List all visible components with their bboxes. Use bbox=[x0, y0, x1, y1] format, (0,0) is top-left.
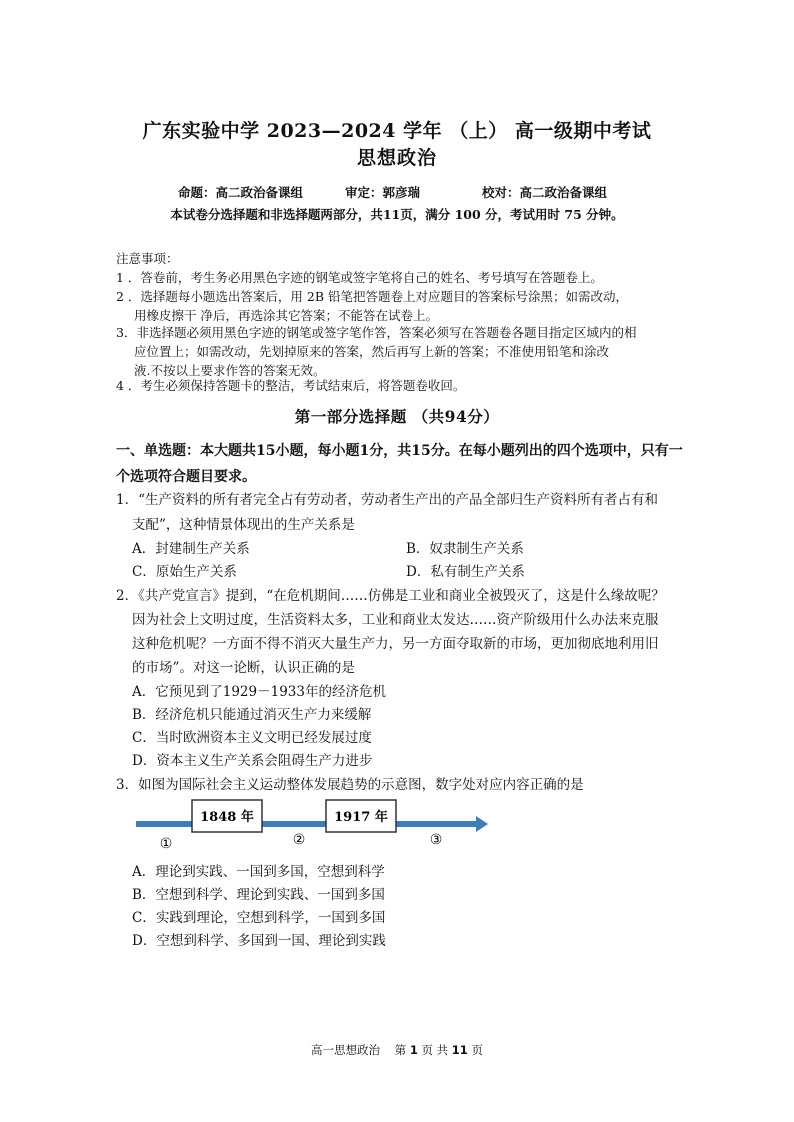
notes-heading: 注意事项： bbox=[116, 251, 179, 266]
section-instruction: 个选项符合题目要求。 bbox=[116, 469, 256, 485]
exam-subject: 思想政治 bbox=[356, 147, 437, 169]
note-line: 用橡皮擦干 净后，再选涂其它答案；不能答在试卷上。 bbox=[134, 308, 438, 323]
note-item bbox=[116, 268, 603, 287]
marker-3: ③ bbox=[429, 832, 443, 848]
question-2-option-d: D．资本主义生产关系会阻碍生产力进步 bbox=[132, 753, 373, 769]
note-item bbox=[116, 287, 628, 325]
question-3-option-b: B．空想到科学、理论到实践、一国到多国 bbox=[132, 887, 385, 903]
exam-intro: 本试卷分选择题和非选择题两部分，共11页，满分 100 分，考试用时 75 分钟。 bbox=[170, 207, 624, 222]
question-2-option-c: C．当时欧洲资本主义文明已经发展过度 bbox=[132, 730, 372, 746]
question-3-option-d: D．空想到科学、多国到一国、理论到实践 bbox=[132, 933, 386, 949]
marker-1: ① bbox=[159, 836, 173, 852]
section-instruction: 一、单选题：本大题共15小题，每小题1分，共15分。在每小题列出的四个选项中，只有一 bbox=[116, 443, 683, 459]
question-1-option-b: B．奴隶制生产关系 bbox=[406, 541, 524, 557]
note-line: 液.不按以上要求作答的答案无效。 bbox=[134, 363, 326, 378]
question-1-stem: 支配”，这种情景体现出的生产关系是 bbox=[132, 517, 355, 533]
question-1-option-a: A．封建制生产关系 bbox=[132, 541, 250, 557]
note-line: 3．非选择题必须用黑色字迹的钢笔或签字笔作答，答案必须写在答题卷各题目指定区域内的相 bbox=[116, 325, 637, 340]
question-2-option-a: A．它预见到了1929－1933年的经济危机 bbox=[132, 684, 386, 700]
page-footer bbox=[0, 1042, 794, 1058]
footer-page-number: 1 bbox=[409, 1043, 418, 1057]
note-line: 4 ．考生必须保持答题卡的整洁，考试结束后，将答题卷收回。 bbox=[116, 378, 466, 393]
section-title: 第一部分选择题 （共94分） bbox=[294, 407, 500, 426]
meta-reviewer: 审定：郭彦瑞 bbox=[345, 185, 421, 200]
note-line: 2 ．选择题每小题选出答案后，用 2B 铅笔把答题卷上对应题目的答案标号涂黑；如需改动， bbox=[116, 289, 629, 304]
note-item bbox=[116, 323, 636, 380]
footer-page-mid: 页 共 bbox=[421, 1043, 449, 1057]
question-3-stem: 3．如图为国际社会主义运动整体发展趋势的示意图，数字处对应内容正确的是 bbox=[116, 777, 584, 793]
question-1-stem: 1．“生产资料的所有者完全占有劳动者，劳动者生产出的产品全部归生产资料所有者占有和 bbox=[116, 492, 658, 508]
trend-arrow bbox=[136, 816, 488, 832]
footer-subject: 高一思想政治 bbox=[311, 1043, 381, 1057]
question-3-option-a: A．理论到实践、一国到多国，空想到科学 bbox=[132, 864, 385, 880]
marker-2: ② bbox=[292, 832, 306, 848]
meta-proofreader: 校对：高二政治备课组 bbox=[482, 185, 608, 200]
note-line: 1 ．答卷前，考生务必用黑色字迹的钢笔或签字笔将自己的姓名、考号填写在答题卷上。 bbox=[116, 270, 603, 285]
note-line: 应位置上；如需改动，先划掉原来的答案，然后再写上新的答案；不准使用铅笔和涂改 bbox=[134, 344, 610, 359]
note-item bbox=[116, 376, 465, 395]
footer-page-prefix: 第 bbox=[394, 1043, 407, 1057]
year-label-1848: 1848 年 bbox=[200, 810, 254, 825]
question-2-stem: 这种危机呢？一方面不得不消灭大量生产力，另一方面夺取新的市场，更加彻底地利用旧 bbox=[132, 636, 659, 652]
question-2-stem: 的市场”。对这一论断，认识正确的是 bbox=[132, 660, 355, 676]
meta-author: 命题：高二政治备课组 bbox=[178, 185, 304, 200]
footer-page-suffix: 页 bbox=[471, 1043, 483, 1057]
exam-meta bbox=[178, 183, 607, 201]
question-2-stem: 2．《共产党宣言》提到，“在危机期间……仿佛是工业和商业全被毁灭了，这是什么缘故呢？ bbox=[116, 588, 665, 604]
question-1-option-d: D．私有制生产关系 bbox=[406, 564, 525, 580]
question-1-option-c: C．原始生产关系 bbox=[132, 564, 237, 580]
exam-title: 广东实验中学 2023—2024 学年 （上） 高一级期中考试 bbox=[142, 120, 652, 142]
question-2-stem: 因为社会上文明过度，生活资料太多，工业和商业太发达……资产阶级用什么办法来克服 bbox=[132, 612, 659, 628]
year-label-1917: 1917 年 bbox=[334, 810, 388, 825]
question-3-option-c: C．实践到理论，空想到科学，一国到多国 bbox=[132, 910, 386, 926]
question-2-option-b: B．经济危机只能通过消灭生产力来缓解 bbox=[132, 707, 372, 723]
footer-total-pages: 11 bbox=[451, 1043, 468, 1057]
development-trend-diagram bbox=[136, 794, 490, 856]
